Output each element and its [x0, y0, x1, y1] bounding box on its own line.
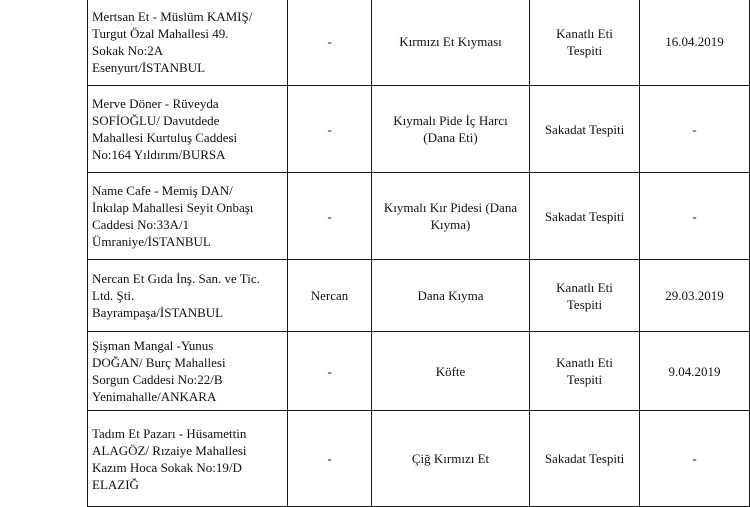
- brand-cell: -: [288, 411, 372, 507]
- table-row: [88, 0, 750, 86]
- product-cell: Dana Kıyma: [372, 260, 530, 332]
- product-cell: Kıymalı Kır Pidesi (Dana Kıyma): [372, 173, 530, 260]
- finding-cell: Sakadat Tespiti: [530, 86, 640, 173]
- firm-cell: Şişman Mangal -Yunus DOĞAN/ Burç Mahallesi Sorgun Caddesi No:22/B Yenimahalle/ANKARA: [88, 332, 288, 411]
- brand-cell: Nercan: [288, 260, 372, 332]
- firm-cell: Name Cafe - Memiş DAN/ İnkılap Mahallesi Seyit Onbaşı Caddesi No:33A/1 Ümraniye/İSTANBUL: [88, 173, 288, 260]
- firm-cell: Merve Döner - Rüveyda SOFİOĞLU/ Davutdede Mahallesi Kurtuluş Caddesi No:164 Yıldırım/BURSA: [88, 86, 288, 173]
- finding-cell: Kanatlı Eti Tespiti: [530, 332, 640, 411]
- table-row: [88, 86, 750, 173]
- brand-cell: -: [288, 0, 372, 86]
- date-cell: 29.03.2019: [640, 260, 750, 332]
- date-cell: 16.04.2019: [640, 0, 750, 86]
- table-row: [88, 332, 750, 411]
- table-row: [88, 411, 750, 507]
- finding-cell: Sakadat Tespiti: [530, 173, 640, 260]
- product-cell: Çiğ Kırmızı Et: [372, 411, 530, 507]
- inspection-table-container: [87, 0, 749, 507]
- brand-cell: -: [288, 332, 372, 411]
- date-cell: 9.04.2019: [640, 332, 750, 411]
- date-cell: -: [640, 411, 750, 507]
- inspection-table: [87, 0, 750, 507]
- table-row: [88, 260, 750, 332]
- finding-cell: Sakadat Tespiti: [530, 411, 640, 507]
- finding-cell: Kanatlı Eti Tespiti: [530, 260, 640, 332]
- date-cell: -: [640, 86, 750, 173]
- product-cell: Köfte: [372, 332, 530, 411]
- firm-cell: Nercan Et Gıda İnş. San. ve Tic. Ltd. Şti. Bayrampaşa/İSTANBUL: [88, 260, 288, 332]
- brand-cell: -: [288, 173, 372, 260]
- product-cell: Kırmızı Et Kıyması: [372, 0, 530, 86]
- brand-cell: -: [288, 86, 372, 173]
- firm-cell: Mertsan Et - Müslüm KAMIŞ/ Turgut Özal Mahallesi 49. Sokak No:2A Esenyurt/İSTANBUL: [88, 0, 288, 86]
- finding-cell: Kanatlı Eti Tespiti: [530, 0, 640, 86]
- date-cell: -: [640, 173, 750, 260]
- table-row: [88, 173, 750, 260]
- firm-cell: Tadım Et Pazarı - Hüsamettin ALAGÖZ/ Rızaiye Mahallesi Kazım Hoca Sokak No:19/D ELAZIĞ: [88, 411, 288, 507]
- product-cell: Kıymalı Pide İç Harcı (Dana Eti): [372, 86, 530, 173]
